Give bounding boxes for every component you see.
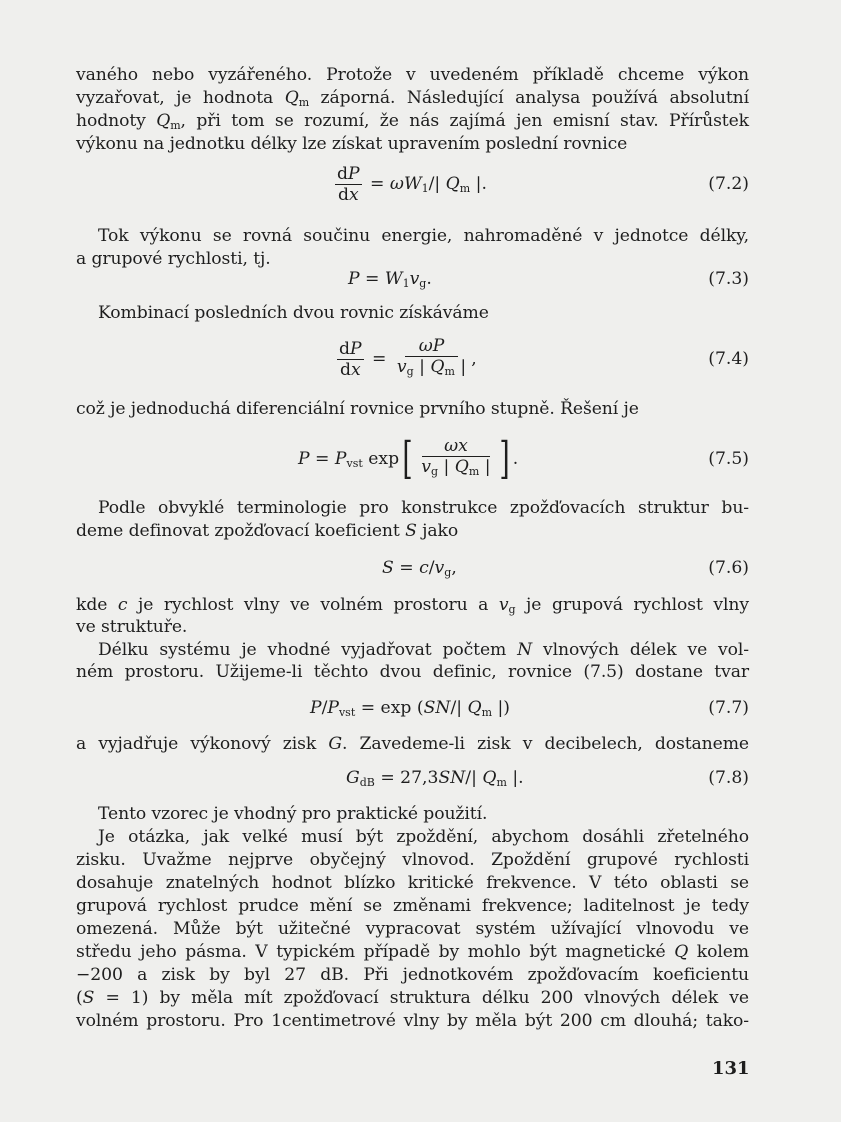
fraction: $\frac{\omega P}{v_g | Q_m |}$ [396, 336, 467, 378]
equation-7-5: $P = P_{vst}$ exp [ $\frac{\omega x}{v_g | Q_m |}$ ] . (7.5) [298, 433, 749, 484]
text-line: výkonu na jednotku délky lze získat upravením poslední rovnice [76, 134, 628, 154]
equation-7-8: $G_{dB} = 27,3SN/|$ $Q_m$ |. (7.8) [346, 767, 749, 789]
text-line: Podle obvyklé terminologie pro konstrukce zpožďovacích struktur bu- [98, 498, 749, 518]
left-bracket: [ [402, 433, 413, 484]
text-line: ve struktuře. [76, 617, 188, 637]
right-bracket: ] [498, 433, 510, 484]
text-line: (S = 1) by měla mít zpožďovací struktura délku 200 vlnových délek ve [76, 988, 749, 1008]
equation-number: (7.3) [708, 269, 749, 289]
text-line: a grupové rychlosti, tj. [76, 249, 271, 269]
fraction: $\frac{dP}{dx}$ [339, 338, 362, 380]
text-line: Je otázka, jak velké musí být zpoždění, abychom dosáhli zřetelného [98, 827, 749, 847]
equation-7-7: $P/P_{vst} = \exp (SN/|$ $Q_m$ |) (7.7) [310, 697, 749, 719]
text-line: vaného nebo vyzářeného. Protože v uvedeném příkladě chceme výkon [76, 65, 749, 85]
equation-7-4: $\frac{dP}{dx}$ = $\frac{\omega P}{v_g | Q_m |}$ , (7.4) [339, 336, 749, 380]
text-line: Kombinací posledních dvou rovnic získáváme [98, 303, 489, 323]
text-line: deme definovat zpožďovací koeficient S jako [76, 521, 459, 541]
fraction: $\frac{\omega x}{v_g | Q_m |}$ [421, 436, 491, 478]
text-line: což je jednoduchá diferenciální rovnice prvního stupně. Řešení je [76, 399, 639, 419]
equation-7-6: $S = c/v_g$, (7.6) [382, 557, 749, 579]
page-number: 131 [712, 1058, 750, 1079]
text-line: volném prostoru. Pro 1centimetrové vlny by měla být 200 cm dlouhá; tako- [76, 1011, 749, 1031]
text-line: −200 a zisk by byl 27 dB. Při jednotkovém zpožďovacím koeficientu [76, 965, 749, 985]
text-line: středu jeho pásma. V typickém případě by mohlo být magnetické Q kolem [76, 942, 750, 962]
text-line: kde c je rychlost vlny ve volném prostoru a $v_g$ je grupová rychlost vlny [76, 595, 750, 616]
text-line: grupová rychlost prudce mění se změnami frekvence; laditelnost je tedy [76, 896, 749, 916]
equation-number: (7.4) [708, 349, 749, 369]
text-line: a vyjadřuje výkonový zisk G. Zavedeme-li zisk v decibelech, dostaneme [76, 734, 749, 754]
text-line: vyzařovat, je hodnota $Q_m$ záporná. Následující analysa používá absolutní [76, 88, 749, 109]
equation-number: (7.7) [708, 698, 749, 718]
text-line: Délku systému je vhodné vyjadřovat počtem N vlnových délek ve vol- [98, 640, 750, 660]
text-line: ném prostoru. Užijeme-li těchto dvou definic, rovnice (7.5) dostane tvar [76, 662, 749, 682]
equation-number: (7.2) [708, 174, 749, 194]
equation-number: (7.5) [708, 449, 749, 469]
equation-number: (7.8) [708, 768, 749, 788]
text-line: Tento vzorec je vhodný pro praktické použití. [98, 804, 488, 824]
fraction: $\frac{dP}{dx}$ [337, 163, 360, 205]
text-line: omezená. Může být užitečné vypracovat systém užívající vlnovodu ve [76, 919, 749, 939]
text-line: hodnoty $Q_m$, při tom se rozumí, že nás zajímá jen emisní stav. Přírůstek [76, 111, 749, 132]
text-line: zisku. Uvažme nejprve obyčejný vlnovod. Zpoždění grupové rychlosti [76, 850, 749, 870]
equation-7-2: $\frac{dP}{dx}$ = $\omega W_1/|$ $Q_m$ |. (7.2) [337, 163, 749, 205]
text-line: dosahuje znatelných hodnot blízko kritické frekvence. V této oblasti se [76, 873, 749, 893]
equation-7-3: $P = W_1v_g$. (7.3) [348, 268, 749, 290]
equation-number: (7.6) [708, 558, 749, 578]
text-line: Tok výkonu se rovná součinu energie, nahromaděné v jednotce délky, [98, 226, 749, 246]
